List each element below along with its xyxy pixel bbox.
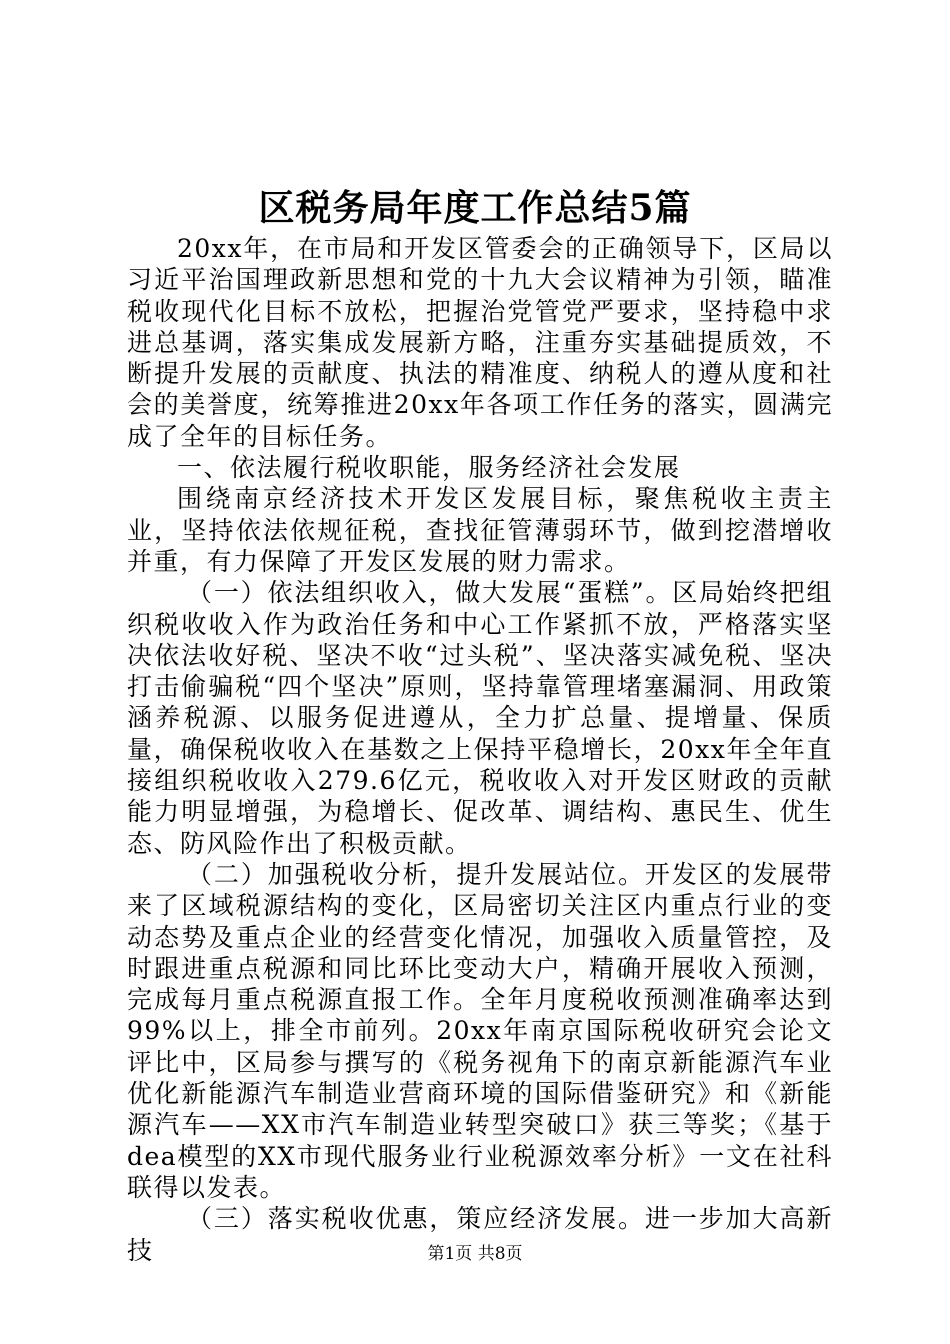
paragraph-intro: 20xx年，在市局和开发区管委会的正确领导下，区局以习近平治国理政新思想和党的十九大会议精神为引领，瞄准税收现代化目标不放松，把握治党管党严要求，坚持稳中求进总基调，落实集成发展新方略，注重夯实基础提质效，不断提升发展的贡献度、执法的精准度、纳税人的遵从度和社会的美誉度，统筹推进20xx年各项工作任务的落实，圆满完成了全年的目标任务。 [127,234,833,451]
page-number-footer: 第1页 共8页 [427,1244,523,1264]
paragraph-item-1: （一）依法组织收入，做大发展“蛋糕”。区局始终把组织税收收入作为政治任务和中心工作紧抓不放，严格落实坚决依法收好税、坚决不收“过头税”、坚决落实减免税、坚决打击偷骗税“四个坚决”原则，坚持靠管理堵塞漏洞、用政策涵养税源、以服务促进遵从，全力扩总量、提增量、保质量，确保税收收入在基数之上保持平稳增长，20xx年全年直接组织税收收入279.6亿元，税收收入对开发区财政的贡献能力明显增强，为稳增长、促改革、调结构、惠民生、优生态、防风险作出了积极贡献。 [127,578,833,858]
paragraph-item-3: （三）落实税收优惠，策应经济发展。进一步加大高新技 [127,1204,833,1265]
paragraph-item-2: （二）加强税收分析，提升发展站位。开发区的发展带来了区域税源结构的变化，区局密切关注区内重点行业的变动态势及重点企业的经营变化情况，加强收入质量管控，及时跟进重点税源和同比环比变动大户，精确开展收入预测，完成每月重点税源直报工作。全年月度税收预测准确率达到99%以上，排全市前列。20xx年南京国际税收研究会论文评比中，区局参与撰写的《税务视角下的南京新能源汽车业优化新能源汽车制造业营商环境的国际借鉴研究》和《新能源汽车——XX市汽车制造业转型突破口》获三等奖；《基于dea模型的XX市现代服务业行业税源效率分析》一文在社科联得以发表。 [127,859,833,1202]
document-body [127,233,833,1266]
page-title: 区税务局年度工作总结5篇 [258,187,692,229]
paragraph-section-intro: 围绕南京经济技术开发区发展目标，聚焦税收主责主业，坚持依法依规征税，查找征管薄弱环节，做到挖潜增收并重，有力保障了开发区发展的财力需求。 [127,484,833,576]
section-heading: 一、依法履行税收职能，服务经济社会发展 [177,453,681,483]
